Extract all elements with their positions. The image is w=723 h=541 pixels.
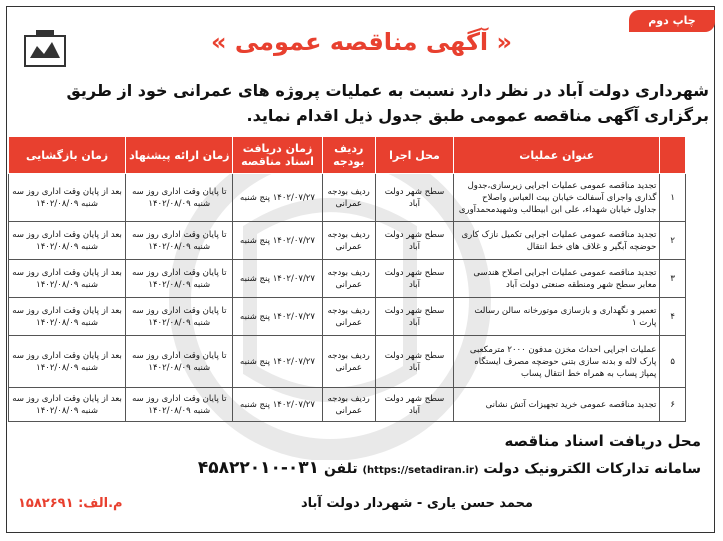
row-offer: تا پایان وقت اداری روز سه شنبه ۱۴۰۲/۰۸/۰۹ — [126, 260, 233, 298]
row-budget: ردیف بودجه عمرانی — [322, 222, 375, 260]
row-opening: بعد از پایان وقت اداری روز سه شنبه ۱۴۰۲/۰۸/۰۹ — [9, 298, 126, 336]
row-title: تعمیر و نگهداری و بازسازی موتورخانه سالن رسالت پارت ۱ — [454, 298, 660, 336]
table-row — [9, 388, 686, 422]
system-url[interactable]: (https://setadiran.ir) — [362, 465, 479, 476]
tender-table — [8, 136, 686, 422]
table-row — [9, 222, 686, 260]
row-opening: بعد از پایان وقت اداری روز سه شنبه ۱۴۰۲/۰۸/۰۹ — [9, 336, 126, 388]
row-title: تجدید مناقصه عمومی عملیات اجرایی تکمیل نازک کاری حوضچه آبگیر و غلاف های خط انتقال — [454, 222, 660, 260]
row-title: تجدید مناقصه عمومی عملیات اجرایی اصلاح هندسی معابر سطح شهر ومنطقه صنعتی دولت آباد — [454, 260, 660, 298]
row-budget: ردیف بودجه عمرانی — [322, 388, 375, 422]
header-num — [660, 137, 686, 174]
table-row — [9, 260, 686, 298]
row-receive: ۱۴۰۲/۰۷/۲۷ پنج شنبه — [233, 298, 322, 336]
header-location: محل اجرا — [375, 137, 453, 174]
row-title: تجدید مناقصه عمومی خرید تجهیزات آتش نشانی — [454, 388, 660, 422]
row-num: ۱ — [660, 174, 686, 222]
documents-location-heading: محل دریافت اسناد مناقصه — [504, 432, 701, 450]
table-row — [9, 174, 686, 222]
row-num: ۳ — [660, 260, 686, 298]
row-offer: تا پایان وقت اداری روز سه شنبه ۱۴۰۲/۰۸/۰۹ — [126, 388, 233, 422]
row-location: سطح شهر دولت آباد — [375, 298, 453, 336]
header-receive: زمان دریافت اسناد مناقصه — [233, 137, 322, 174]
row-num: ۶ — [660, 388, 686, 422]
row-location: سطح شهر دولت آباد — [375, 174, 453, 222]
row-receive: ۱۴۰۲/۰۷/۲۷ پنج شنبه — [233, 336, 322, 388]
row-offer: تا پایان وقت اداری روز سه شنبه ۱۴۰۲/۰۸/۰۹ — [126, 336, 233, 388]
row-opening: بعد از پایان وقت اداری روز سه شنبه ۱۴۰۲/۰۸/۰۹ — [9, 260, 126, 298]
row-opening: بعد از پایان وقت اداری روز سه شنبه ۱۴۰۲/۰۸/۰۹ — [9, 388, 126, 422]
row-num: ۵ — [660, 336, 686, 388]
notice-intro: شهرداری دولت آباد در نظر دارد نسبت به عملیات پروژه های عمرانی خود از طریق برگزاری آگهی مناقصه عمومی طبق جدول ذیل اقدام نماید. — [66, 81, 709, 125]
row-offer: تا پایان وقت اداری روز سه شنبه ۱۴۰۲/۰۸/۰۹ — [126, 222, 233, 260]
row-offer: تا پایان وقت اداری روز سه شنبه ۱۴۰۲/۰۸/۰۹ — [126, 174, 233, 222]
row-location: سطح شهر دولت آباد — [375, 388, 453, 422]
row-location: سطح شهر دولت آباد — [375, 222, 453, 260]
mayor-signature: محمد حسن یاری - شهردار دولت آباد — [300, 496, 533, 511]
notice-title: « آگهی مناقصه عمومی » — [211, 28, 512, 56]
header-budget: ردیف بودجه — [322, 137, 375, 174]
row-receive: ۱۴۰۲/۰۷/۲۷ پنج شنبه — [233, 260, 322, 298]
system-name: سامانه تدارکات الکترونیک دولت — [483, 461, 701, 477]
row-title: عملیات اجرایی احداث مخزن مدفون ۲۰۰۰ مترمکعبی پارک لاله و بدنه سازی بتنی حوضچه مصرف ایستگاه پمپاژ پساب به همراه خط انتقال پساب — [454, 336, 660, 388]
header-offer: زمان ارائه پیشنهاد — [126, 137, 233, 174]
row-budget: ردیف بودجه عمرانی — [322, 298, 375, 336]
row-title: تجدید مناقصه عمومی عملیات اجرایی زیرسازی،جدول گذاری واجرای آسفالت خیابان بیت العباس واصلاح جداول خیابان شهداء، علی ابن ابیطالب وشهیدمحمدآوری — [454, 174, 660, 222]
documents-source-line — [198, 458, 701, 478]
row-budget: ردیف بودجه عمرانی — [322, 260, 375, 298]
table-row — [9, 336, 686, 388]
phone-number: ۰۳۱-۴۵۸۲۲۰۱۰ — [197, 458, 320, 478]
row-offer: تا پایان وقت اداری روز سه شنبه ۱۴۰۲/۰۸/۰۹ — [126, 298, 233, 336]
row-opening: بعد از پایان وقت اداری روز سه شنبه ۱۴۰۲/۰۸/۰۹ — [9, 222, 126, 260]
table-row — [9, 298, 686, 336]
row-budget: ردیف بودجه عمرانی — [322, 336, 375, 388]
row-receive: ۱۴۰۲/۰۷/۲۷ پنج شنبه — [233, 222, 322, 260]
row-receive: ۱۴۰۲/۰۷/۲۷ پنج شنبه — [233, 388, 322, 422]
row-num: ۲ — [660, 222, 686, 260]
ad-reference-id: م.الف: ۱۵۸۲۶۹۱ — [18, 496, 123, 511]
row-receive: ۱۴۰۲/۰۷/۲۷ پنج شنبه — [233, 174, 322, 222]
second-print-badge: چاپ دوم — [629, 10, 715, 32]
header-opening: زمان بازگشایی — [9, 137, 126, 174]
row-budget: ردیف بودجه عمرانی — [322, 174, 375, 222]
row-opening: بعد از پایان وقت اداری روز سه شنبه ۱۴۰۲/۰۸/۰۹ — [9, 174, 126, 222]
header-title: عنوان عملیات — [454, 137, 660, 174]
row-location: سطح شهر دولت آباد — [375, 336, 453, 388]
phone-label: تلفن — [323, 461, 358, 477]
row-location: سطح شهر دولت آباد — [375, 260, 453, 298]
table-header-row — [9, 137, 686, 174]
row-num: ۴ — [660, 298, 686, 336]
